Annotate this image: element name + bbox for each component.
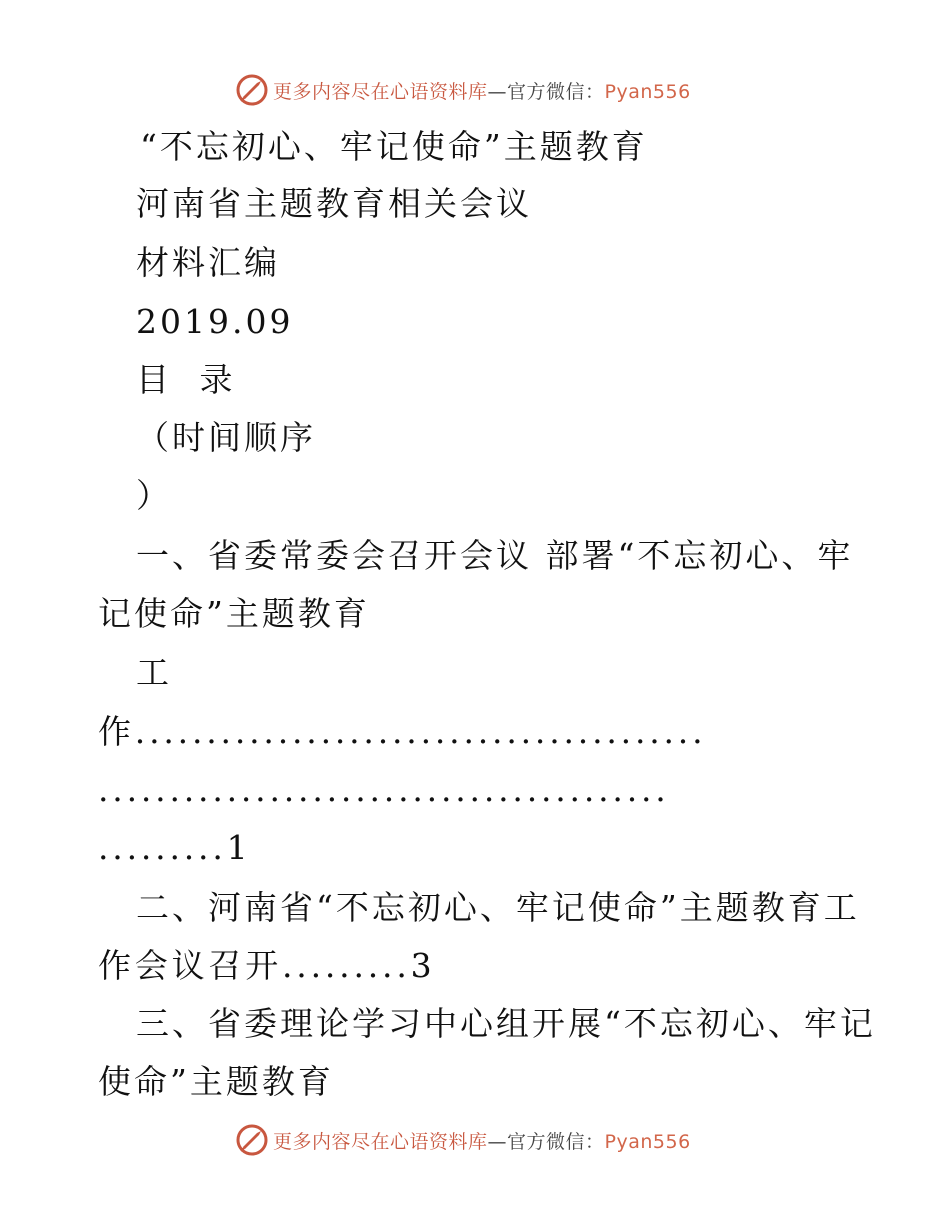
doc-title-line3: 材料汇编 (136, 243, 280, 282)
toc-item1-line2: 记使命”主题教育 (98, 594, 370, 633)
doc-date: 2019.09 (136, 302, 294, 341)
toc-item1-line6: .........1 (98, 828, 252, 867)
quill-pen-logo-icon (235, 1123, 269, 1157)
watermark-banner-bottom (0, 1120, 950, 1160)
toc-note-close: ） (136, 476, 172, 515)
doc-title-line1: “不忘初心、牢记使命”主题教育 (140, 127, 648, 166)
watermark-wechat-id: Pyan556 (604, 1130, 691, 1153)
watermark-separator: — (487, 80, 508, 103)
watermark-text (273, 77, 691, 104)
toc-item1-line5: ........................................ (98, 770, 670, 809)
watermark-banner-top (0, 70, 950, 110)
toc-item1-line4: 作........................................ (98, 712, 707, 751)
quill-pen-logo-icon (235, 73, 269, 107)
toc-item2-line2: 作会议召开.........3 (98, 946, 436, 985)
toc-item3-line1: 三、省委理论学习中心组开展“不忘初心、牢记 (136, 1004, 876, 1043)
toc-note-open: （时间顺序 (136, 418, 316, 457)
watermark-text (273, 1127, 691, 1154)
watermark-separator: — (487, 1130, 508, 1153)
doc-title-line2: 河南省主题教育相关会议 (136, 184, 532, 223)
toc-item1-line1: 一、省委常委会召开会议 部署“不忘初心、牢 (136, 536, 854, 575)
toc-item3-line2: 使命”主题教育 (98, 1062, 334, 1101)
watermark-wechat-label: 官方微信： (507, 80, 605, 103)
watermark-site-text: 更多内容尽在心语资料库 (273, 80, 488, 103)
watermark-wechat-label: 官方微信： (507, 1130, 605, 1153)
watermark-site-text: 更多内容尽在心语资料库 (273, 1130, 488, 1153)
toc-item1-line3: 工 (136, 653, 172, 692)
toc-heading: 目 录 (136, 360, 243, 399)
toc-item2-line1: 二、河南省“不忘初心、牢记使命”主题教育工 (136, 888, 860, 927)
watermark-wechat-id: Pyan556 (604, 80, 691, 103)
